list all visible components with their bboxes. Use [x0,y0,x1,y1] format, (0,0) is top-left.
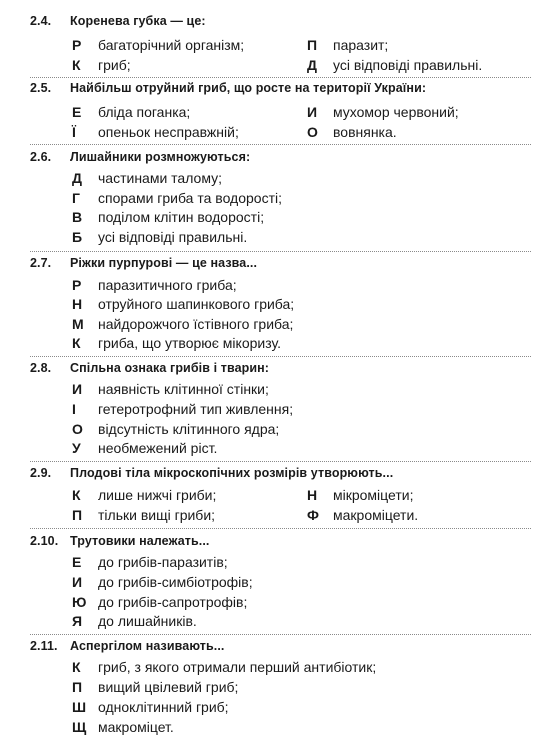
answer-option [72,294,294,314]
option-letter: Р [72,37,82,53]
answer-option [72,333,281,353]
option-text: вищий цвілевий гриб; [98,679,239,695]
option-letter: К [72,335,81,351]
option-letter: Н [72,296,83,312]
answer-option [72,592,247,612]
question-heading [30,534,209,548]
answer-option [72,227,247,247]
answer-option [72,275,237,295]
option-text: необмежений ріст. [98,440,218,456]
option-letter: П [72,507,83,523]
option-text: усі відповіді правильні. [333,57,483,73]
option-letter: К [72,487,81,503]
answer-option [72,399,293,419]
option-text: одноклітинний гриб; [98,699,229,715]
option-letter: Е [72,554,82,570]
question-text: Найбільш отруйний гриб, що росте на території України: [70,81,427,95]
question-heading [30,256,257,270]
option-letter: Ю [72,594,87,610]
question-number: 2.8. [30,361,52,375]
option-letter: М [72,316,84,332]
answer-option [72,552,228,572]
option-text: макроміцет. [98,719,174,735]
answer-option [72,188,282,208]
dotted-divider [30,251,531,252]
answer-option [307,485,413,505]
answer-option [72,611,197,631]
option-text: тільки вищі гриби; [98,507,216,523]
dotted-divider [30,144,531,145]
answer-option [72,314,293,334]
answer-option [72,485,216,505]
question-heading [30,150,250,164]
option-letter: П [72,679,83,695]
question-number: 2.5. [30,81,52,95]
question-number: 2.7. [30,256,52,270]
option-letter: К [72,659,81,675]
question-text: Аспергілом називають... [70,639,225,653]
option-letter: Г [72,190,80,206]
option-text: до грибів-сапротрофів; [98,594,248,610]
question-heading [30,466,393,480]
option-letter: Р [72,277,82,293]
option-text: лише нижчі гриби; [98,487,217,503]
question-text: Спільна ознака грибів і тварин: [70,361,270,375]
answer-option [72,697,229,717]
answer-option [72,505,215,525]
question-text: Ріжки пурпурові — це назва... [70,256,258,270]
option-text: опеньок несправжній; [98,124,239,140]
answer-option [72,122,239,142]
answer-option [72,35,244,55]
option-text: паразит; [333,37,389,53]
answer-option [72,102,190,122]
answer-option [307,505,418,525]
option-letter: О [72,421,83,437]
option-text: до лишайників. [98,613,197,629]
answer-option [72,717,174,737]
dotted-divider [30,461,531,462]
option-letter: Е [72,104,82,120]
option-letter: И [72,381,83,397]
question-number: 2.10. [30,534,59,548]
dotted-divider [30,356,531,357]
option-text: паразитичного гриба; [98,277,237,293]
question-number: 2.9. [30,466,52,480]
option-text: мікроміцети; [333,487,414,503]
option-text: до грибів-симбіотрофів; [98,574,253,590]
option-letter: Б [72,229,83,245]
answer-option [72,419,279,439]
question-heading [30,14,206,28]
option-text: макроміцети. [333,507,419,523]
option-text: відсутність клітинного ядра; [98,421,280,437]
option-text: гриб, з якого отримали перший антибіотик; [98,659,377,675]
option-letter: Ї [72,124,76,140]
option-text: частинами талому; [98,170,222,186]
question-text: Плодові тіла мікроскопічних розмірів утворюють... [70,466,394,480]
option-letter: Ф [307,507,319,523]
answer-option [307,35,388,55]
option-text: гриба, що утворює мікоризу. [98,335,281,351]
option-letter: Д [307,57,317,73]
question-text: Трутовики належать... [70,534,210,548]
option-letter: Ш [72,699,87,715]
option-text: спорами гриба та водорості; [98,190,282,206]
answer-option [72,572,253,592]
answer-option [307,102,459,122]
question-number: 2.6. [30,150,52,164]
dotted-divider [30,634,531,635]
question-text: Лишайники розмножуються: [70,150,251,164]
answer-option [72,379,269,399]
answer-option [72,168,222,188]
question-number: 2.11. [30,639,58,653]
option-text: поділом клітин водорості; [98,209,265,225]
dotted-divider [30,77,531,78]
answer-option [307,122,397,142]
option-letter: Н [307,487,318,503]
option-text: усі відповіді правильні. [98,229,248,245]
option-letter: П [307,37,318,53]
option-text: вовнянка. [333,124,397,140]
question-heading [30,639,225,653]
option-letter: И [72,574,83,590]
option-text: наявність клітинної стінки; [98,381,269,397]
option-letter: Щ [72,719,87,735]
dotted-divider [30,528,531,529]
question-number: 2.4. [30,14,52,28]
option-letter: У [72,440,81,456]
option-letter: Д [72,170,82,186]
option-letter: В [72,209,83,225]
option-text: бліда поганка; [98,104,191,120]
option-letter: Я [72,613,83,629]
question-text: Коренева губка — це: [70,14,206,28]
answer-option [72,55,131,75]
option-text: найдорожчого їстівного гриба; [98,316,294,332]
option-text: багаторічний організм; [98,37,245,53]
option-text: отруйного шапинкового гриба; [98,296,295,312]
question-heading [30,81,426,95]
answer-option [72,438,217,458]
answer-option [72,207,264,227]
option-text: гриб; [98,57,131,73]
option-text: гетеротрофний тип живлення; [98,401,294,417]
option-letter: И [307,104,318,120]
option-text: до грибів-паразитів; [98,554,228,570]
option-letter: І [72,401,76,417]
answer-option [72,677,238,697]
question-heading [30,361,269,375]
option-text: мухомор червоний; [333,104,459,120]
option-letter: К [72,57,81,73]
answer-option [72,657,376,677]
option-letter: О [307,124,318,140]
answer-option [307,55,482,75]
